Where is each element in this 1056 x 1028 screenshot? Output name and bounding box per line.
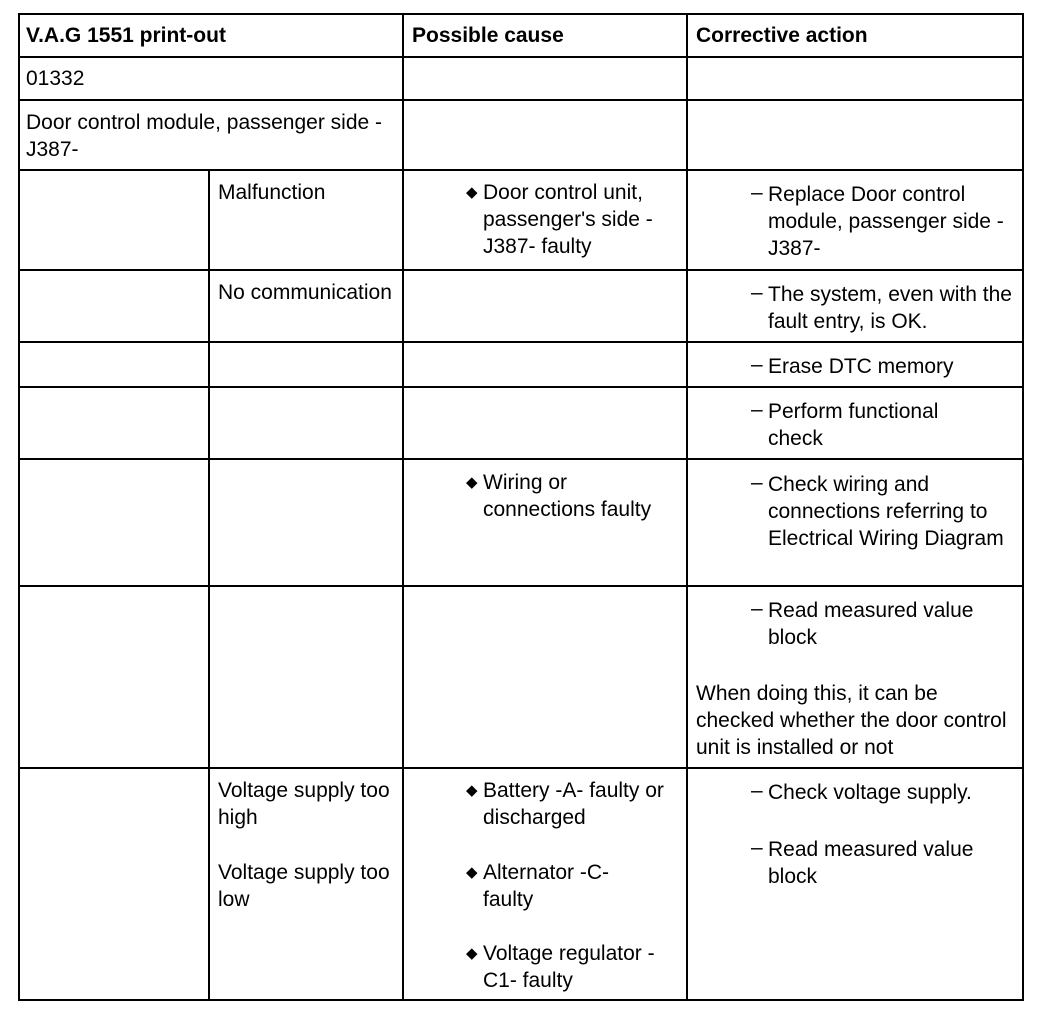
symptom-no-communication: No communication: [218, 281, 392, 304]
mvb-note: When doing this, it can be checked whether the door control unit is installed or not: [696, 682, 1007, 759]
cause-alternator: ◆ Alternator -C- faulty: [466, 861, 610, 911]
action-system-ok: – The system, even with the fault entry, is OK.: [751, 281, 1012, 333]
component-name: Door control module, passenger side -J387-: [26, 111, 383, 161]
symptom-malfunction: Malfunction: [218, 181, 326, 204]
bullet-icon: ◆: [466, 864, 478, 881]
symptom-voltage-low: Voltage supply too low: [218, 861, 390, 911]
header-action: Corrective action: [696, 24, 868, 47]
cause-battery: ◆ Battery -A- faulty or discharged: [466, 779, 664, 829]
bullet-icon: ◆: [466, 474, 478, 491]
dash-icon: –: [751, 353, 763, 376]
action-read-mvb: – Read measured value block: [751, 597, 974, 649]
dash-icon: –: [751, 597, 763, 620]
bullet-icon: ◆: [466, 184, 478, 201]
diagnostic-table: [18, 13, 1024, 1001]
action-erase-dtc: – Erase DTC memory: [751, 353, 954, 378]
cause-door-control-unit: ◆ Door control unit, passenger's side -J387- faulty: [466, 181, 653, 258]
dash-icon: –: [751, 471, 763, 494]
dash-icon: –: [751, 836, 763, 859]
fault-code: 01332: [26, 67, 85, 90]
header-cause: Possible cause: [412, 24, 564, 47]
dash-icon: –: [751, 281, 763, 304]
action-read-mvb-2: – Read measured value block: [751, 836, 974, 888]
cause-wiring: ◆ Wiring or connections faulty: [466, 471, 652, 521]
action-replace-module: – Replace Door control module, passenger side -J387-: [751, 181, 1004, 260]
symptom-voltage-high: Voltage supply too high: [218, 779, 390, 829]
action-check-voltage: – Check voltage supply.: [751, 779, 972, 804]
dash-icon: –: [751, 181, 763, 204]
header-printout: V.A.G 1551 print-out: [26, 24, 226, 47]
action-check-wiring: – Check wiring and connections referring to Electrical Wiring Diagram: [751, 471, 1004, 550]
action-functional-check: – Perform functional check: [751, 398, 939, 450]
dash-icon: –: [751, 398, 763, 421]
cause-regulator: ◆ Voltage regulator -C1- faulty: [466, 942, 655, 992]
bullet-icon: ◆: [466, 782, 478, 799]
dash-icon: –: [751, 779, 763, 802]
bullet-icon: ◆: [466, 945, 478, 962]
